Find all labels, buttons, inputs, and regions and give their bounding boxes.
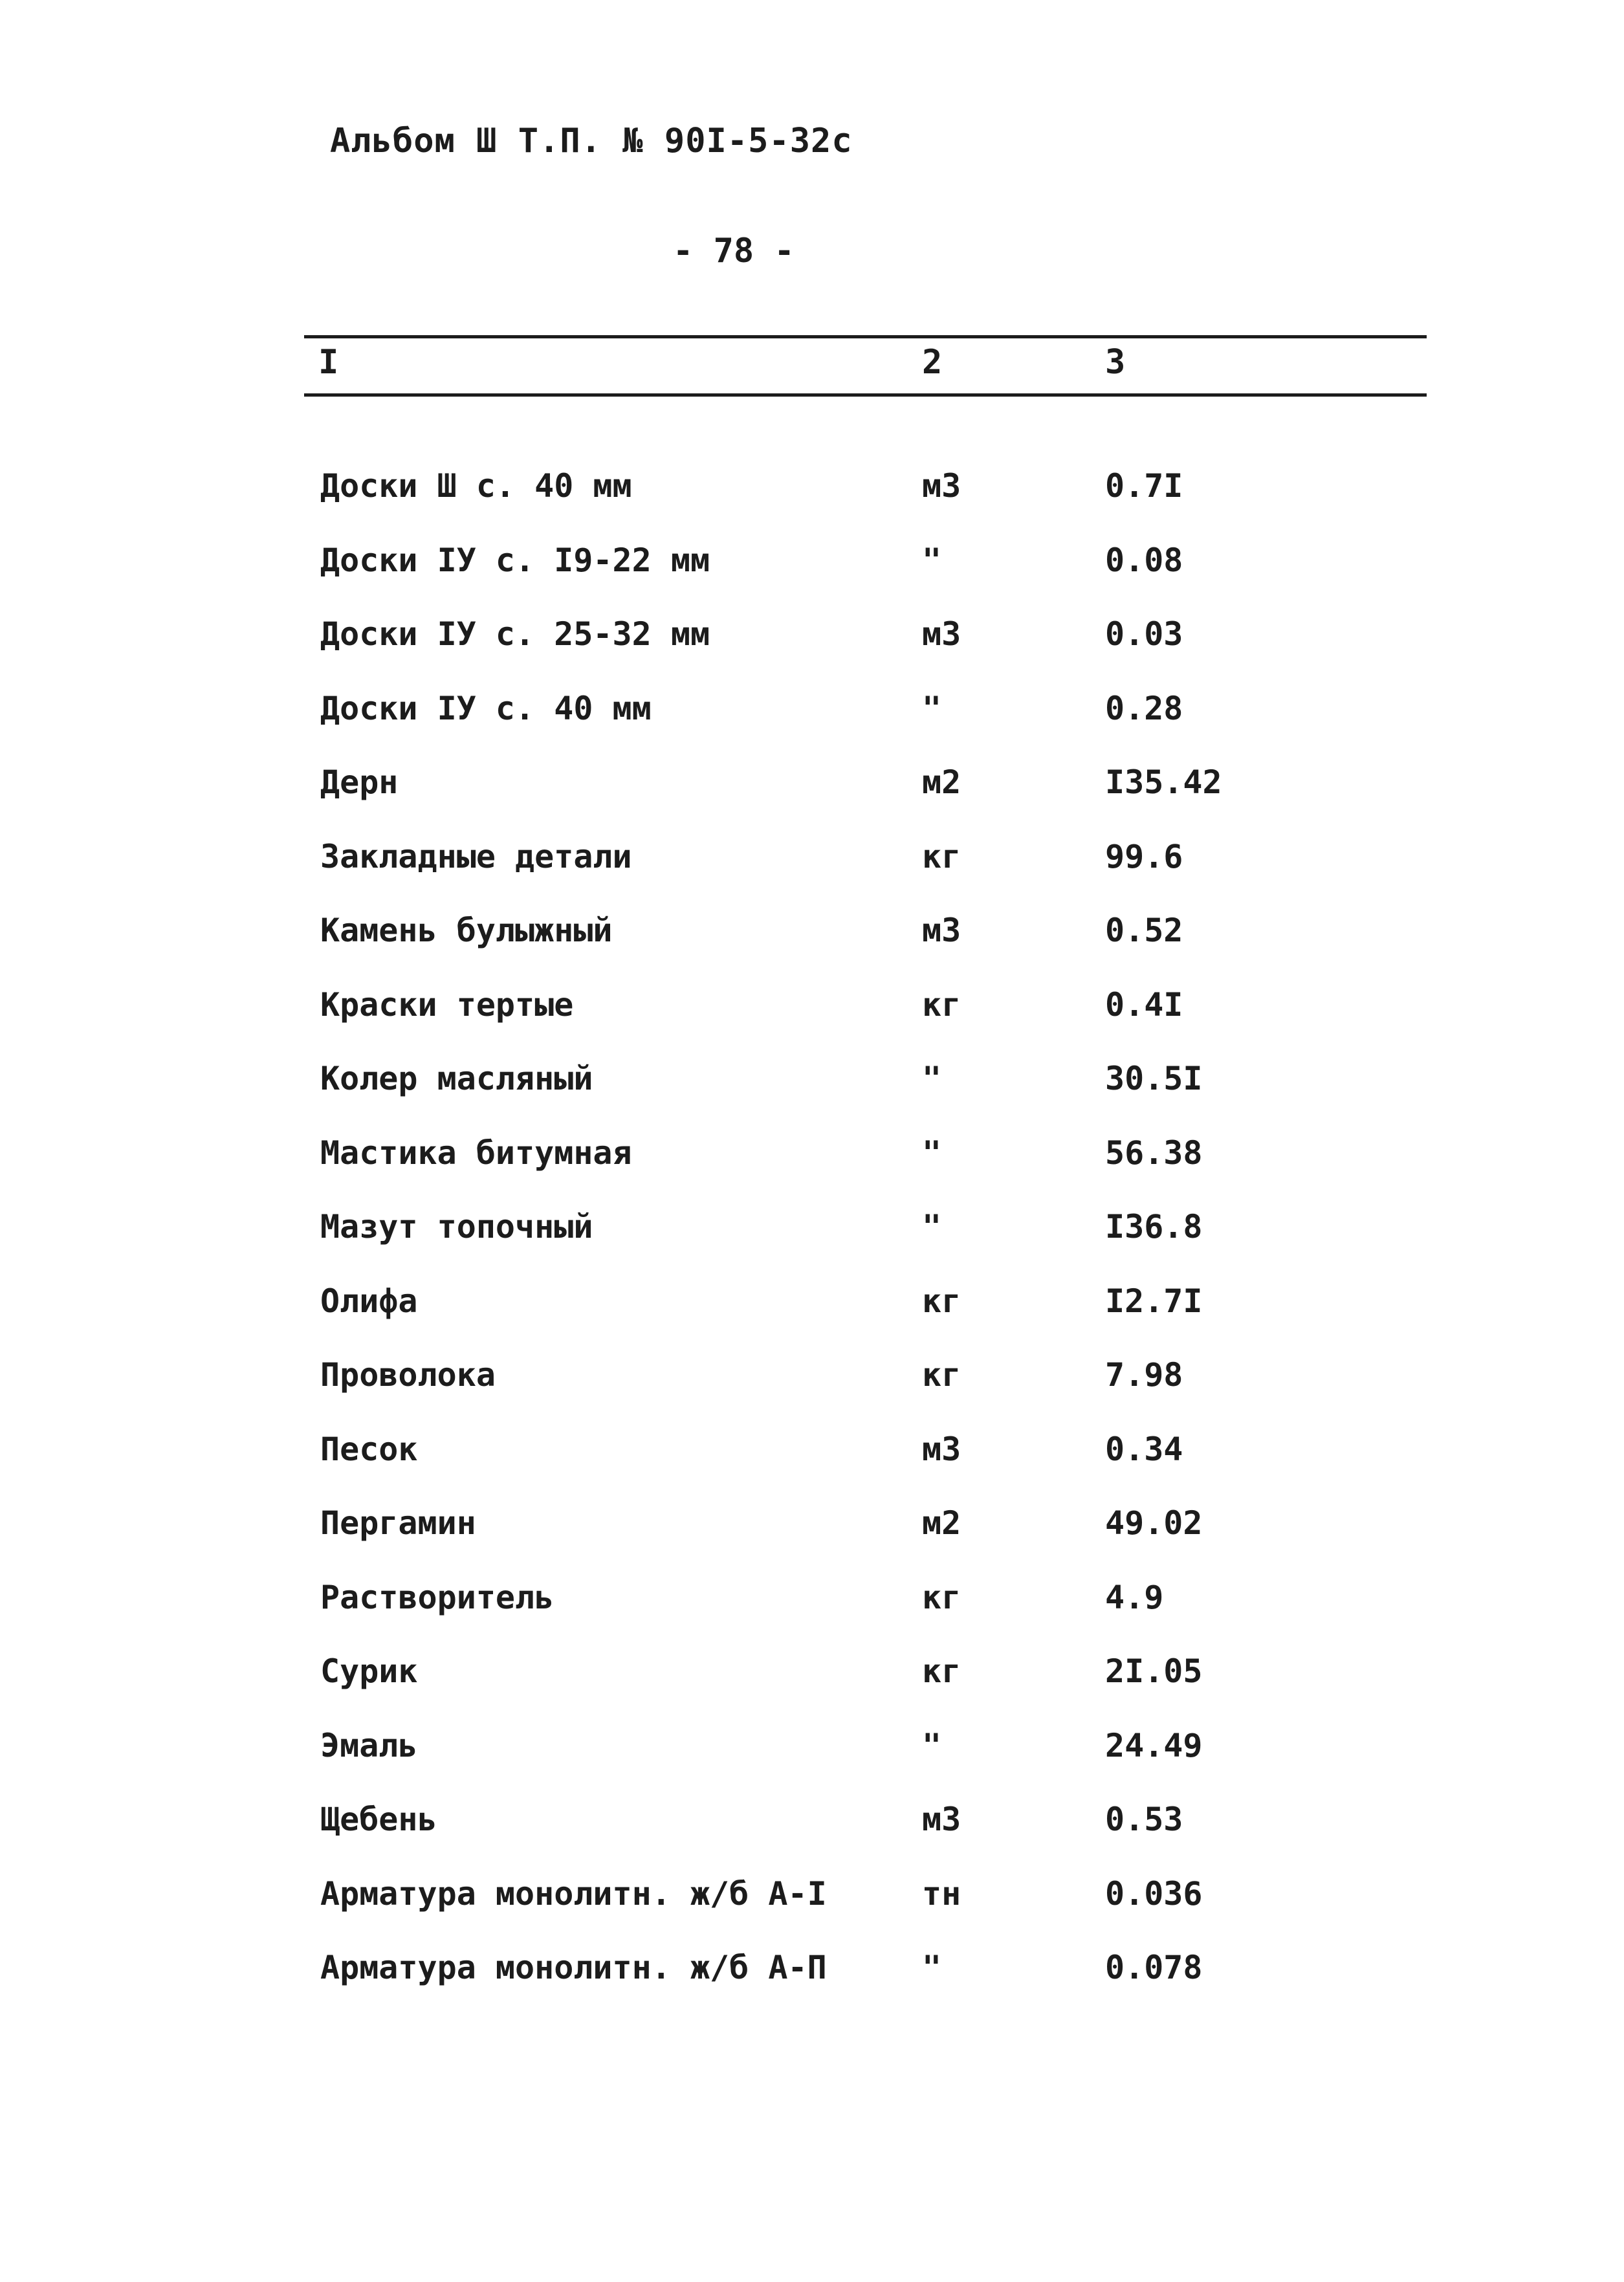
- material-name: Колер масляный: [320, 1060, 593, 1097]
- table-row: [0, 912, 1624, 963]
- material-unit: ": [922, 1208, 942, 1245]
- material-unit: м3: [922, 1430, 961, 1468]
- material-name: Мазут топочный: [320, 1208, 593, 1245]
- table-row: [0, 615, 1624, 667]
- material-quantity: 49.02: [1105, 1504, 1203, 1542]
- table-row: [0, 1801, 1624, 1852]
- material-unit: м3: [922, 467, 961, 505]
- material-name: Дерн: [320, 763, 399, 801]
- table-row: [0, 1356, 1624, 1408]
- table-row: [0, 1208, 1624, 1260]
- material-quantity: I35.42: [1105, 763, 1222, 801]
- material-name: Доски IУ с. 25-32 мм: [320, 615, 710, 653]
- material-unit: ": [922, 1726, 942, 1764]
- table-top-rule: [304, 335, 1427, 338]
- material-unit: кг: [922, 1282, 961, 1320]
- material-name: Сурик: [320, 1652, 418, 1690]
- material-unit: м2: [922, 1504, 961, 1542]
- material-quantity: 24.49: [1105, 1726, 1203, 1764]
- table-row: [0, 1652, 1624, 1704]
- material-quantity: 0.28: [1105, 689, 1183, 727]
- material-quantity: 30.5I: [1105, 1060, 1203, 1097]
- material-quantity: 0.03: [1105, 615, 1183, 653]
- material-unit: ": [922, 541, 942, 579]
- column-header-2: 2: [922, 343, 943, 382]
- material-name: Эмаль: [320, 1726, 418, 1764]
- material-name: Камень булыжный: [320, 912, 613, 949]
- material-name: Олифа: [320, 1282, 418, 1320]
- material-quantity: 2I.05: [1105, 1652, 1203, 1690]
- material-name: Растворитель: [320, 1578, 554, 1616]
- column-header-3: 3: [1105, 343, 1126, 382]
- material-unit: м3: [922, 1801, 961, 1838]
- material-quantity: 0.7I: [1105, 467, 1183, 505]
- page-number: - 78 -: [673, 232, 795, 270]
- material-name: Доски IУ с. 40 мм: [320, 689, 652, 727]
- album-header: Альбом Ш Т.П. № 90I-5-32с: [330, 122, 853, 160]
- material-quantity: 0.53: [1105, 1801, 1183, 1838]
- material-name: Доски IУ с. I9-22 мм: [320, 541, 710, 579]
- material-name: Арматура монолитн. ж/б А-П: [320, 1949, 827, 1986]
- material-unit: кг: [922, 837, 961, 875]
- material-quantity: 56.38: [1105, 1134, 1203, 1172]
- table-row: [0, 1875, 1624, 1927]
- material-unit: ": [922, 689, 942, 727]
- table-row: [0, 986, 1624, 1038]
- material-name: Песок: [320, 1430, 418, 1468]
- table-row: [0, 1504, 1624, 1556]
- table-row: [0, 690, 1624, 741]
- material-name: Мастика битумная: [320, 1134, 632, 1172]
- material-unit: ": [922, 1949, 942, 1986]
- material-quantity: 0.4I: [1105, 985, 1183, 1024]
- material-unit: ": [922, 1060, 942, 1097]
- table-row: [0, 1134, 1624, 1186]
- material-quantity: 0.08: [1105, 541, 1183, 579]
- table-row: [0, 542, 1624, 593]
- material-name: Краски тертые: [320, 985, 574, 1024]
- material-name: Закладные детали: [320, 837, 632, 875]
- material-quantity: I36.8: [1105, 1208, 1203, 1245]
- material-name: Проволока: [320, 1356, 496, 1394]
- material-quantity: 0.036: [1105, 1874, 1203, 1913]
- material-name: Пергамин: [320, 1504, 476, 1542]
- material-unit: ": [922, 1134, 942, 1172]
- material-unit: кг: [922, 1578, 961, 1616]
- material-unit: кг: [922, 1356, 961, 1394]
- table-row: [0, 763, 1624, 815]
- table-row: [0, 467, 1624, 519]
- material-quantity: 99.6: [1105, 837, 1183, 875]
- material-unit: кг: [922, 985, 961, 1024]
- material-quantity: 4.9: [1105, 1578, 1164, 1616]
- table-row: [0, 1282, 1624, 1334]
- material-quantity: 0.078: [1105, 1949, 1203, 1986]
- table-row: [0, 1579, 1624, 1630]
- table-row: [0, 838, 1624, 890]
- material-unit: кг: [922, 1652, 961, 1690]
- column-header-1: I: [318, 343, 339, 382]
- table-header-rule: [304, 393, 1427, 397]
- material-unit: м2: [922, 763, 961, 801]
- table-row: [0, 1727, 1624, 1779]
- material-quantity: 7.98: [1105, 1356, 1183, 1394]
- material-unit: м3: [922, 615, 961, 653]
- material-name: Доски Ш с. 40 мм: [320, 467, 632, 505]
- table-row: [0, 1431, 1624, 1482]
- material-quantity: 0.52: [1105, 912, 1183, 949]
- material-name: Щебень: [320, 1801, 437, 1838]
- material-name: Арматура монолитн. ж/б А-I: [320, 1874, 827, 1913]
- material-unit: м3: [922, 912, 961, 949]
- material-quantity: 0.34: [1105, 1430, 1183, 1468]
- table-row: [0, 1060, 1624, 1112]
- table-row: [0, 1949, 1624, 2001]
- material-quantity: I2.7I: [1105, 1282, 1203, 1320]
- material-unit: тн: [922, 1874, 961, 1913]
